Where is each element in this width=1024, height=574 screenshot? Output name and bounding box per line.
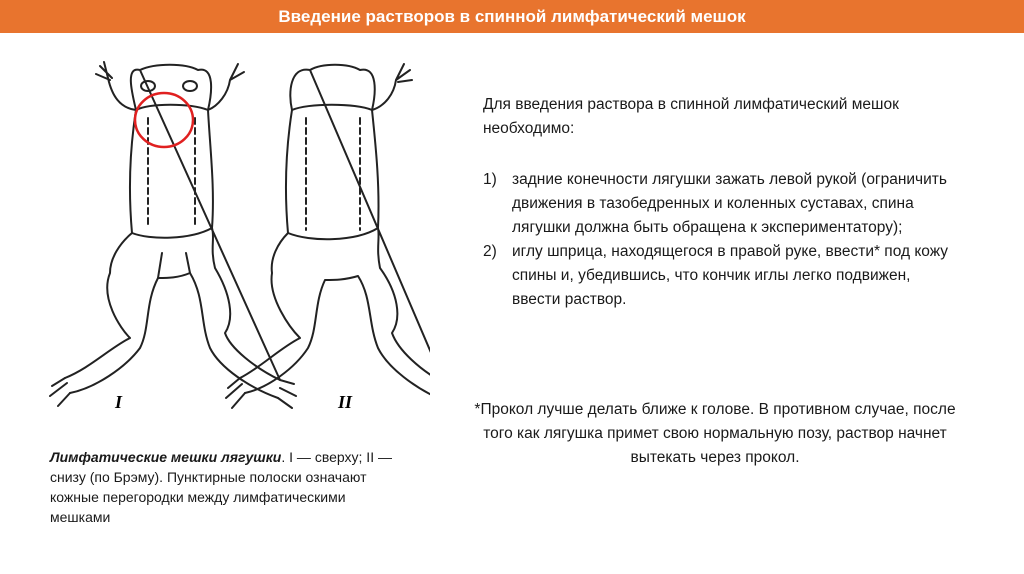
figure-label-1: I [115, 392, 123, 412]
list-item-number: 1) [483, 171, 497, 188]
footnote: *Прокол лучше делать ближе к голове. В противном случае, после того как лягушка примет свою нормальную позу, раствор начнет вытекать через прокол. [474, 401, 956, 466]
frog-lymph-sacs-figure [40, 48, 430, 428]
caption-text: . I — сверху; II — снизу (по Брэму). Пунктирные полоски означают кожные перегородки между лимфатическими мешками [50, 449, 392, 525]
instructions-intro: Для введения раствора в спинной лимфатический мешок необходимо: [483, 96, 899, 137]
frog-ventral-drawing [226, 64, 430, 410]
slide-title: Введение растворов в спинной лимфатический мешок [0, 0, 1024, 33]
figure-label-2: II [338, 392, 353, 412]
figure-caption [50, 447, 400, 527]
instructions-list [483, 168, 963, 312]
frog-dorsal-drawing [50, 62, 296, 408]
list-item-text: иглу шприца, находящегося в правой руке, ввести* под кожу спины и, убедившись, что кончик иглы легко подвижен, ввести раствор. [512, 243, 949, 308]
list-item-text: задние конечности лягушки зажать левой рукой (ограничить движения в тазобедренных и коленных суставах, спина лягушки должна быть обращена к экспериментатору); [512, 171, 947, 236]
list-item-number: 2) [483, 243, 497, 260]
list-item [483, 168, 963, 240]
injection-site-highlight [135, 93, 193, 147]
caption-emphasis: Лимфатические мешки лягушки [50, 449, 282, 465]
list-item [483, 240, 963, 312]
